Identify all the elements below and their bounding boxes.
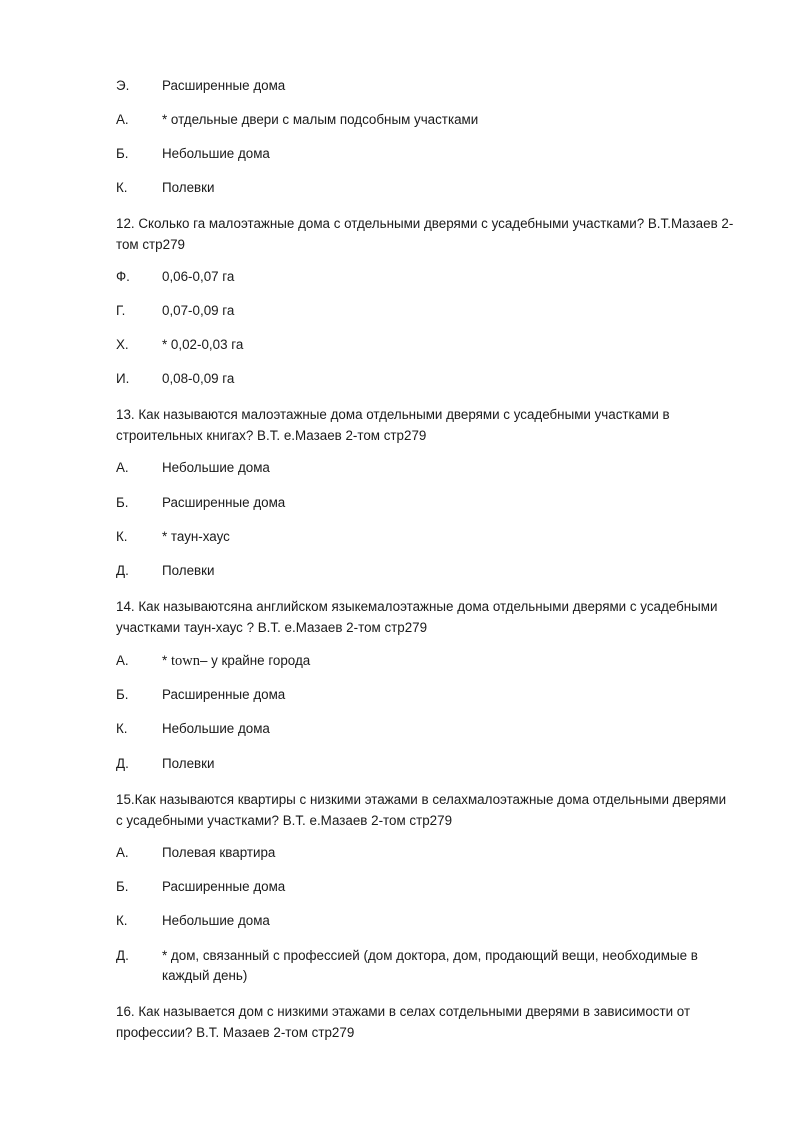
option-text: Полевки [162,756,215,771]
option-text: 0,07-0,09 га [162,303,235,318]
option-text: Полевки [162,563,215,578]
answer-option [116,527,736,547]
answer-option [116,561,736,581]
answer-option [116,144,736,164]
option-letter: К. [116,529,128,544]
option-letter: Б. [116,879,129,894]
option-text: Расширенные дома [162,78,286,93]
question-text: 16. Как называется дом с низкими этажами в селах сотдельными дверями в зависимости от профессии? В.Т. Мазаев 2-том стр279 [116,1004,691,1040]
answer-option [116,651,736,671]
question-text: 13. Как называются малоэтажные дома отдельными дверями с усадебными участками в строительных книгах? В.Т. е.Мазаев 2-том стр279 [116,407,670,443]
option-text: Полевки [162,180,215,195]
option-letter: Г. [116,303,126,318]
option-letter: Д. [116,756,129,771]
option-letter: А. [116,653,129,668]
answer-option [116,685,736,705]
option-letter: Б. [116,495,129,510]
question-text: 14. Как называютсяна английском языкемалоэтажные дома отдельными дверями с усадебными участками таун-хаус ? В.Т. е.Мазаев 2-том стр279 [116,599,718,635]
option-text: * 0,02-0,03 га [162,337,244,352]
answer-option [116,76,736,96]
answer-option [116,110,736,130]
answer-option [116,493,736,513]
option-text: Небольшие дома [162,721,270,736]
option-letter: К. [116,180,128,195]
option-text: Небольшие дома [162,146,270,161]
option-text: * отдельные двери с малым подсобным участками [162,112,479,127]
option-letter: Ф. [116,269,130,284]
option-suffix: – у крайне города [199,653,311,668]
option-letter: А. [116,112,129,127]
answer-option [116,369,736,389]
answer-option [116,946,736,986]
option-letter: К. [116,913,128,928]
option-letter: Х. [116,337,129,352]
option-text: Расширенные дома [162,495,286,510]
option-letter: И. [116,371,130,386]
answer-option [116,178,736,198]
option-letter: А. [116,460,129,475]
answer-option [116,911,736,931]
answer-option [116,301,736,321]
option-text: 0,06-0,07 га [162,269,235,284]
option-letter: Д. [116,948,129,963]
answer-option [116,719,736,739]
answer-option [116,458,736,478]
option-text: * дом, связанный с профессией (дом доктора, дом, продающий вещи, необходимые в каждый день) [162,948,698,983]
option-text: Расширенные дома [162,879,286,894]
option-letter: Б. [116,146,129,161]
question-text: 15.Как называются квартиры с низкими этажами в селахмалоэтажные дома отдельными дверями с усадебными участками? В.Т. е.Мазаев 2-том стр279 [116,792,727,828]
option-text: 0,08-0,09 га [162,371,235,386]
option-letter: Д. [116,563,129,578]
answer-option [116,754,736,774]
answer-option [116,877,736,897]
answer-option [116,335,736,355]
option-letter: А. [116,845,129,860]
answer-option [116,843,736,863]
option-word-town: town [170,653,200,669]
option-prefix: * [162,653,171,668]
option-text: Небольшие дома [162,460,270,475]
option-text: Полевая квартира [162,845,276,860]
option-text: Расширенные дома [162,687,286,702]
option-text: * таун-хаус [162,529,230,544]
option-letter: Э. [116,78,130,93]
option-letter: К. [116,721,128,736]
option-letter: Б. [116,687,129,702]
answer-option [116,267,736,287]
question-text: 12. Сколько га малоэтажные дома с отдельными дверями с усадебными участками? В.Т.Мазаев 2-том стр279 [116,216,734,252]
option-text: Небольшие дома [162,913,270,928]
option-text [162,651,736,671]
